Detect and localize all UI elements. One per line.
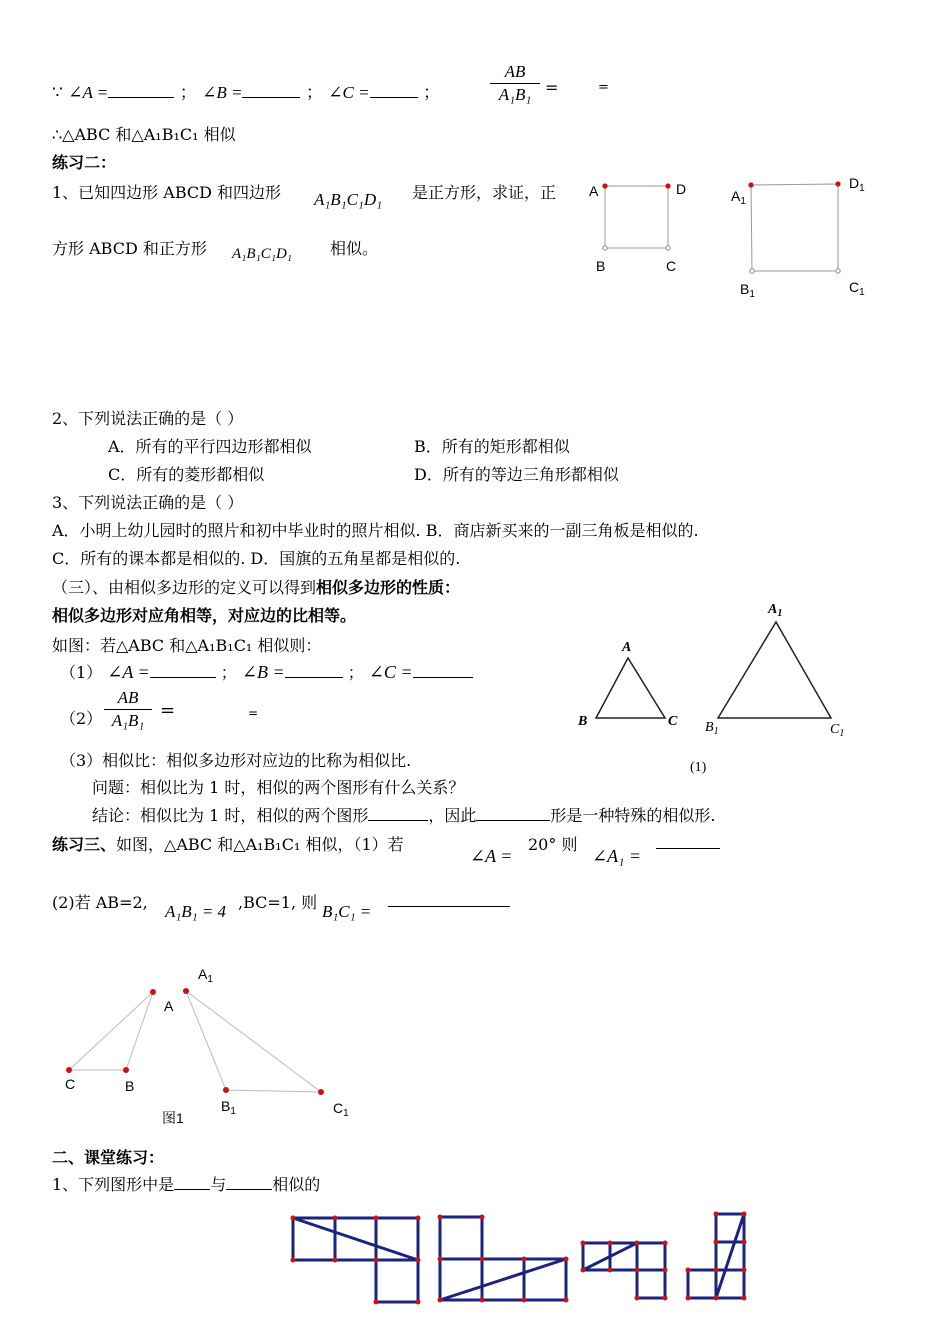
q2-option-b[interactable]: B．所有的矩形都相似 bbox=[414, 437, 570, 456]
label-c1: $C_1$ bbox=[830, 722, 845, 739]
label-b1: $B_1$ bbox=[221, 1098, 236, 1117]
item-3: （3）相似比：相似多边形对应边的比称为相似比. bbox=[60, 751, 412, 770]
top-angle-line bbox=[52, 78, 440, 103]
item-2: （2） bbox=[60, 709, 103, 728]
exercise-2-heading: 练习二： bbox=[52, 153, 117, 172]
label-c1: $C_1$ bbox=[333, 1100, 349, 1119]
grid-figure-3 bbox=[583, 1243, 665, 1298]
blank-angle-a[interactable] bbox=[150, 663, 216, 678]
label-a: A bbox=[589, 183, 599, 199]
q1-text-part4: 相似。 bbox=[330, 239, 379, 258]
q2-option-d[interactable]: D．所有的等边三角形都相似 bbox=[414, 465, 619, 484]
blank-b1c1[interactable] bbox=[388, 906, 510, 907]
q1-text-part1: 1、已知四边形 ABCD 和四边形 bbox=[52, 183, 282, 202]
item-1: （1） ∠A = ； ∠B = ； ∠C = bbox=[60, 660, 473, 683]
q1-math-square: A₁B₁C₁D₁ bbox=[314, 190, 383, 209]
section-3-intro: 如图：若△ABC 和△A₁B₁C₁ 相似则： bbox=[52, 636, 322, 655]
q2-option-a[interactable]: A．所有的平行四边形都相似 bbox=[108, 437, 312, 456]
figure-1-triangles bbox=[66, 988, 324, 1095]
q1-text-part3: 方形 ABCD 和正方形 bbox=[52, 239, 207, 258]
label-b: B bbox=[125, 1078, 135, 1094]
angle-a-label: ∠A = bbox=[68, 83, 109, 102]
label-c1: $C_1$ bbox=[849, 279, 865, 298]
therefore-line: ∴△ABC 和△A₁B₁C₁ 相似 bbox=[52, 125, 236, 144]
label-c: C bbox=[666, 258, 677, 274]
angle-c-label: ∠C = bbox=[328, 83, 370, 102]
angle-a-label: ∠A = bbox=[470, 846, 513, 866]
exercise-3-line-2a: (2)若 AB=2, bbox=[52, 893, 148, 912]
blank-figure-2[interactable] bbox=[226, 1175, 272, 1190]
q2-stem: 2、下列说法正确的是（ ） bbox=[52, 409, 244, 428]
q3-options-cd[interactable]: C．所有的课本都是相似的. D．国旗的五角星都是相似的. bbox=[52, 549, 461, 568]
equals-sign: = bbox=[598, 80, 609, 95]
exercise-3-line-2b: ,BC=1, 则 bbox=[238, 893, 318, 912]
angle-b-label: ∠B = bbox=[202, 83, 243, 102]
equals-sign: = bbox=[160, 700, 176, 721]
label-b1: $B_1$ bbox=[705, 720, 719, 737]
grid-figure-2 bbox=[440, 1217, 566, 1300]
ratio-fraction: AB A₁B₁ bbox=[104, 688, 152, 731]
degree-value: 20° 则 bbox=[528, 835, 578, 854]
q3-options-ab[interactable]: A．小明上幼儿园时的照片和初中毕业时的照片相似. B．商店新买来的一副三角板是相似的. bbox=[52, 521, 699, 540]
label-a1: $A_1$ bbox=[768, 602, 783, 619]
label-a: A bbox=[622, 640, 632, 655]
similar-polygon-property: 相似多边形对应角相等，对应边的比相等。 bbox=[52, 606, 357, 625]
separator: ； bbox=[179, 83, 197, 103]
conclusion-text: 结论：相似比为 1 时，相似的两个图形 ，因此 形是一种特殊的相似形. bbox=[92, 806, 716, 825]
q1-text-part2: 是正方形，求证，正 bbox=[412, 183, 557, 202]
label-d: D bbox=[676, 181, 687, 197]
blank-conclusion-2[interactable] bbox=[476, 806, 550, 821]
blank-angle-b[interactable] bbox=[285, 663, 343, 678]
triangle-abc-small bbox=[596, 658, 665, 718]
label-c: C bbox=[65, 1076, 76, 1092]
triangle-a1b1c1-large bbox=[718, 622, 831, 718]
q2-option-c[interactable]: C．所有的菱形都相似 bbox=[108, 465, 265, 484]
separator: ； bbox=[422, 83, 440, 103]
separator: ； bbox=[305, 83, 323, 103]
label-b1: $B_1$ bbox=[740, 281, 755, 300]
blank-figure-1[interactable] bbox=[174, 1175, 210, 1190]
grid-points bbox=[291, 1212, 747, 1305]
figure-caption: 图1 bbox=[162, 1110, 184, 1126]
ratio-denominator: A₁B₁ bbox=[498, 85, 532, 104]
because-symbol: ∵ bbox=[52, 83, 63, 103]
square-a1b1c1d1 bbox=[748, 181, 840, 273]
q1-math-square-2: A₁B₁C₁D₁ bbox=[232, 246, 293, 262]
label-b: B bbox=[596, 258, 606, 274]
blank-angle-a[interactable] bbox=[108, 83, 174, 98]
blank-angle-c[interactable] bbox=[413, 663, 473, 678]
label-d1: $D_1$ bbox=[849, 175, 865, 194]
ratio-numerator: AB bbox=[504, 62, 526, 81]
label-b: B bbox=[578, 714, 588, 729]
ratio-fraction bbox=[490, 62, 540, 105]
blank-angle-a1[interactable] bbox=[656, 848, 720, 849]
exercise-3-line-1: 练习三、如图，△ABC 和△A₁B₁C₁ 相似，（1）若 bbox=[52, 835, 404, 854]
class-exercise-heading: 二、课堂练习： bbox=[52, 1148, 165, 1167]
label-a1: $A_1$ bbox=[731, 188, 746, 207]
blank-conclusion-1[interactable] bbox=[368, 806, 428, 821]
b1c1-label: B₁C₁ = bbox=[322, 902, 372, 921]
a1b1-value: A₁B₁ = 4 bbox=[165, 902, 227, 921]
equals-sign: = bbox=[545, 78, 559, 97]
section-3-title: （三）、由相似多边形的定义可以得到相似多边形的性质： bbox=[52, 578, 461, 597]
class-exercise-q1: 1、下列图形中是 与 相似的 bbox=[52, 1175, 321, 1194]
label-a: A bbox=[164, 998, 174, 1014]
figure-caption: (1) bbox=[690, 760, 707, 775]
question-text: 问题：相似比为 1 时，相似的两个图形有什么关系？ bbox=[92, 778, 465, 797]
square-abcd bbox=[602, 183, 670, 250]
fraction-bar bbox=[490, 83, 540, 84]
equals-sign: = bbox=[248, 706, 259, 720]
label-c: C bbox=[668, 714, 678, 729]
q3-stem: 3、下列说法正确的是（ ） bbox=[52, 493, 244, 512]
grid-figure-1 bbox=[293, 1218, 418, 1302]
angle-a1-label: ∠A₁ = bbox=[592, 846, 641, 866]
label-a1: $A_1$ bbox=[198, 966, 213, 985]
blank-angle-b[interactable] bbox=[242, 83, 300, 98]
grid-figure-4 bbox=[688, 1214, 744, 1298]
blank-angle-c[interactable] bbox=[370, 83, 418, 98]
